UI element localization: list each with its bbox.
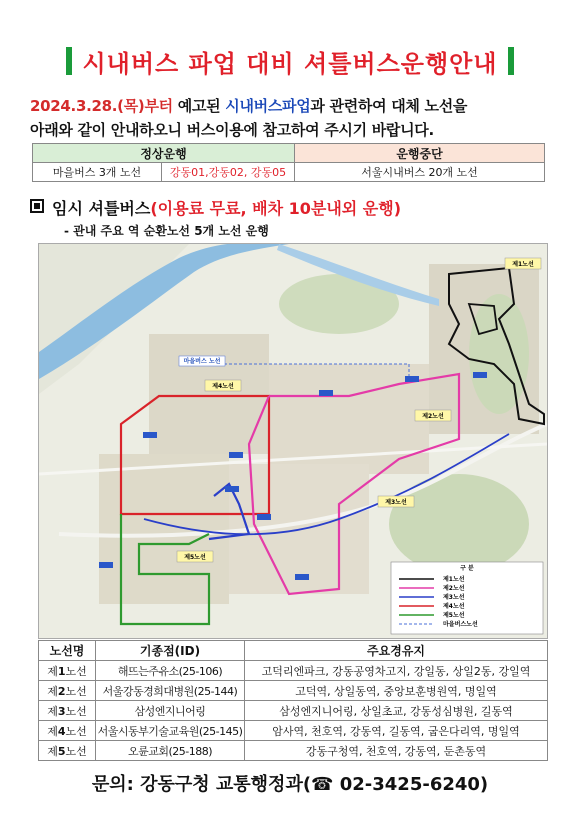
legend-item-4: 제4노선: [443, 603, 465, 610]
intro-part1: 예고된: [172, 97, 226, 115]
stop-marker: [473, 372, 487, 378]
normal-text: 마을버스 3개 노선: [33, 163, 162, 182]
route2-label: 제2노선: [422, 413, 444, 420]
route-suffix: 노선: [65, 704, 87, 718]
legend-item-5: 제5노선: [443, 612, 465, 619]
section-title-red: (이용료 무료, 배차 10분내외 운행): [150, 199, 402, 218]
route-prefix: 제: [47, 724, 58, 738]
route-num: 1: [57, 664, 66, 678]
stop-marker: [99, 562, 113, 568]
intro-date: 2024.3.28.(목)부터: [30, 97, 173, 115]
legend-item-3: 제3노선: [443, 594, 465, 601]
stop-marker: [229, 452, 243, 458]
intro-text: [30, 94, 554, 142]
normal-header: 정상운행: [33, 144, 295, 163]
intro-part2: 과 관련하여 대체 노선을: [310, 97, 468, 115]
route-stops: 강동구청역, 천호역, 강동역, 둔촌동역: [245, 741, 548, 761]
route5-label: 제5노선: [184, 554, 206, 561]
section-title: 임시 셔틀버스: [52, 199, 151, 218]
route-num: 5: [57, 744, 66, 758]
legend-item-2: 제2노선: [443, 585, 465, 592]
legend-title: 구 분: [460, 565, 474, 572]
route-name-cell: [39, 701, 96, 721]
route-stops: 암사역, 천호역, 강동역, 길동역, 굽은다리역, 명일역: [245, 721, 548, 741]
routes-header-stops: 주요경유지: [245, 641, 548, 661]
normal-routes: 강동01,강동02, 강동05: [162, 163, 295, 182]
route3-label: 제3노선: [385, 499, 407, 506]
route-name-cell: [39, 721, 96, 741]
legend-item-1: 제1노선: [443, 576, 465, 583]
stop-marker: [405, 376, 419, 382]
route-terminal: 해뜨는주유소(25-106): [96, 661, 245, 681]
route4-label: 제4노선: [212, 383, 234, 390]
map-legend: [391, 562, 543, 634]
route-suffix: 노선: [65, 664, 87, 678]
status-table: [32, 143, 545, 182]
intro-line2: 아래와 같이 안내하오니 버스이용에 참고하여 주시기 바랍니다.: [30, 121, 434, 139]
route-terminal: 삼성엔지니어링: [96, 701, 245, 721]
stop-marker: [257, 514, 271, 520]
route-prefix: 제: [47, 744, 58, 758]
route-stops: 고덕역, 상일동역, 중앙보훈병원역, 명일역: [245, 681, 548, 701]
route-stops: 삼성엔지니어링, 상일초교, 강동성심병원, 길동역: [245, 701, 548, 721]
routes-header-name: 노선명: [39, 641, 96, 661]
map-svg: [39, 244, 547, 638]
route-suffix: 노선: [65, 684, 87, 698]
intro-highlight: 시내버스파업: [225, 97, 311, 115]
stop-marker: [295, 574, 309, 580]
route1-label: 제1노선: [512, 261, 534, 268]
contact-info: 문의: 강동구청 교통행정과(☎ 02-3425-6240): [91, 774, 489, 795]
green-area-3: [469, 294, 529, 414]
stopped-header: 운행중단: [295, 144, 545, 163]
route-map: [38, 243, 548, 639]
route-terminal: 오륜교회(25-188): [96, 741, 245, 761]
route-prefix: 제: [47, 684, 58, 698]
stop-marker: [225, 486, 239, 492]
route-suffix: 노선: [65, 724, 87, 738]
table-row: [39, 721, 548, 741]
route-num: 3: [57, 704, 66, 718]
route-name-cell: [39, 741, 96, 761]
route-num: 2: [57, 684, 66, 698]
table-row: [39, 661, 548, 681]
route-name-cell: [39, 661, 96, 681]
table-row: [39, 741, 548, 761]
route-terminal: 서울시동부기술교육원(25-145): [96, 721, 245, 741]
route-prefix: 제: [47, 704, 58, 718]
page-title: 시내버스 파업 대비 셔틀버스운행안내: [82, 49, 498, 78]
village-label: 마을버스 노선: [183, 358, 221, 365]
route-prefix: 제: [47, 664, 58, 678]
stop-marker: [143, 432, 157, 438]
route-suffix: 노선: [65, 744, 87, 758]
routes-header-terminal: 기종점(ID): [96, 641, 245, 661]
urban-area-1: [149, 334, 269, 454]
section-heading: [30, 196, 401, 219]
section-subtitle: - 관내 주요 역 순환노선 5개 노선 운행: [64, 224, 269, 238]
checkbox-bullet-icon: [30, 199, 44, 213]
route-num: 4: [57, 724, 66, 738]
table-row: [39, 681, 548, 701]
stop-marker: [319, 390, 333, 396]
routes-table: [38, 640, 548, 761]
title-right-bar: [508, 47, 514, 75]
route-name-cell: [39, 681, 96, 701]
title-banner: [32, 44, 548, 78]
route-terminal: 서울강동경희대병원(25-144): [96, 681, 245, 701]
stopped-text: 서울시내버스 20개 노선: [295, 163, 545, 182]
legend-item-6: 마을버스노선: [443, 621, 478, 628]
table-row: [39, 701, 548, 721]
route-stops: 고덕리엔파크, 강동공영차고지, 강일동, 상일2동, 강일역: [245, 661, 548, 681]
